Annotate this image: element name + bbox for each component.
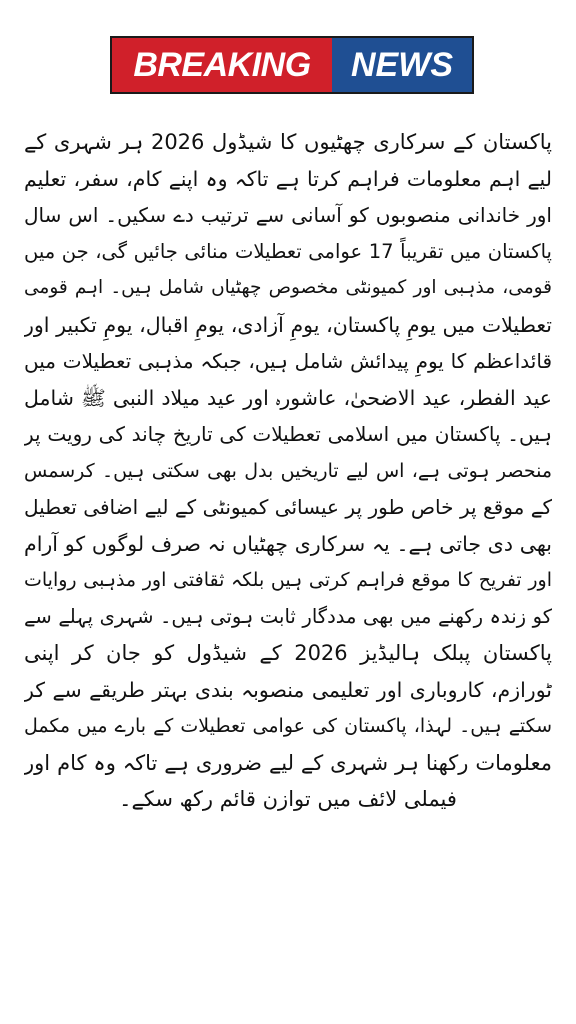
article-line: بھی دی جاتی ہے۔ یہ سرکاری چھٹیاں نہ صرف لوگوں کو آرام [24,531,552,556]
article-line: پاکستان میں تقریباً 17 عوامی تعطیلات منائی جائیں گی، جن میں [24,239,552,263]
article-line: اور خاندانی منصوبوں کو آسانی سے ترتیب دے سکیں۔ اس سال [24,203,552,227]
article-line: تعطیلات میں یومِ پاکستان، یومِ آزادی، یومِ اقبال، یومِ تکبیر اور [24,312,552,337]
banner-breaking-label: BREAKING [112,38,332,92]
article-line: منحصر ہوتی ہے، اس لیے تاریخیں بدل بھی سکتی ہیں۔ کرسمس [24,459,552,482]
article-body [24,124,552,994]
breaking-news-banner [110,36,474,94]
article-line: ہیں۔ پاکستان میں اسلامی تعطیلات کی تاریخ چاند کی رویت پر [24,422,552,446]
article-line: ٹورازم، کاروباری اور تعلیمی منصوبہ بندی بہتر طریقے سے کر [24,677,552,702]
article-line: پاکستان پبلک ہالیڈیز 2026 کے شیڈول کو جان کر اپنی [24,641,552,665]
article-line: قائداعظم کا یومِ پیدائش شامل ہیں، جبکہ مذہبی تعطیلات میں [24,349,552,373]
banner-news-label: NEWS [332,38,472,92]
article-line: کے موقع پر خاص طور پر عیسائی کمیونٹی کے لیے اضافی تعطیل [24,495,552,519]
article-line: قومی، مذہبی اور کمیونٹی مخصوص چھٹیاں شامل ہیں۔ اہم قومی [24,277,552,298]
article-line: پاکستان کے سرکاری چھٹیوں کا شیڈول 2026 ہر شہری کے [24,130,552,154]
article-line: معلومات رکھنا ہر شہری کے لیے ضروری ہے تاکہ وہ کام اور [24,750,552,775]
article-line: عید الفطر، عید الاضحیٰ، عاشورہ اور عید میلاد النبی ﷺ شامل [24,385,552,410]
article-line: لیے اہم معلومات فراہم کرتا ہے تاکہ وہ اپنے کام، سفر، تعلیم [24,166,552,191]
article-line: کو زندہ رکھنے میں بھی مددگار ثابت ہوتی ہیں۔ شہری پہلے سے [24,604,552,628]
article-line: سکتے ہیں۔ لہذا، پاکستان کی عوامی تعطیلات کے بارے میں مکمل [24,715,552,737]
article-line: اور تفریح کا موقع فراہم کرتی ہیں بلکہ ثقافتی اور مذہبی روایات [24,569,552,591]
article-line: فیملی لائف میں توازن قائم رکھ سکے۔ [119,787,457,811]
